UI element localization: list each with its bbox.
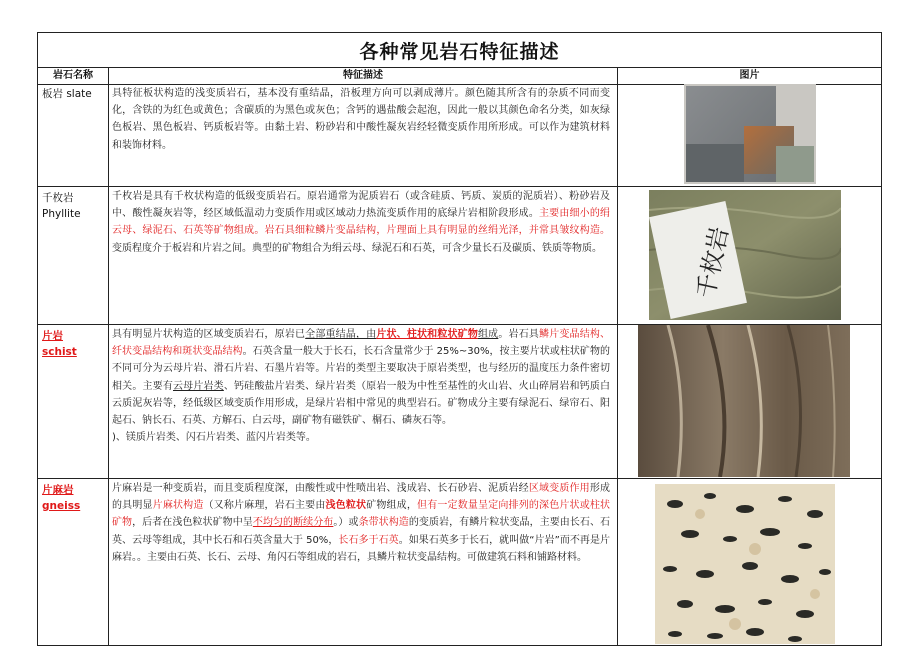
page-title: 各种常见岩石特征描述 [38,33,881,68]
rock-name-slate: 板岩 slate [42,88,92,100]
header-pic: 图片 [739,70,760,81]
phyllite-label-text: 千枚岩 [691,224,734,301]
column-divider [617,67,618,645]
rock-desc-schist: 具有明显片状构造的区域变质岩石，原岩已全部重结晶，由片状、柱状和粒状矿物组成。岩石具鳞片变晶结构、纤状变晶结构和斑状变晶结构。石英含量一般大于长石，长石含量常少于 25%~30%，按主要片状或柱状矿物的不同可分为云母片岩、滑石片岩、石墨片岩等。片岩的类型主要取决于原岩类型，也与经历的温度压力条件密切相关。主要有云母片岩类、钙硅酸盐片岩类、绿片岩类（原岩一般为中性至基性的火山岩、火山碎屑岩和钙质白云质泥灰岩等，经低级区域变质作用形成，是绿片岩相中常见的典型岩石。矿物成分主要有绿泥石、绿帘石、阳起石、钠长石、石英、方解石、白云母，副矿物有磁铁矿、榍石、磷灰石等。 )、镁质片岩类、闪石片岩类、蓝闪片岩类等。 [112,329,611,444]
column-divider [108,67,109,645]
rock-name-phyllite: 千枚岩 Phyllite [42,192,81,220]
header-name: 岩石名称 [53,70,93,81]
phyllite-photo [649,190,841,320]
row-divider [38,478,881,479]
rock-desc-gneiss: 片麻岩是一种变质岩，而且变质程度深，由酸性或中性喷出岩、浅成岩、长石砂岩、泥质岩经区域变质作用形成的具明显片麻状构造（又称片麻理，岩石主要由浅色粒状矿物组成，但有一定数量呈定向排列的深色片状或柱状矿物，后者在浅色粒状矿物中呈不均匀的断续分布。）或条带状构造的变质岩，有鳞片粒状变晶，主要由长石、石英、云母等组成，其中长石和石英含量大于 50%，长石多于石英。如果石英多于长石，就叫做“片岩”而不再是片麻岩。。主要由石英、长石、云母、角闪石等组成的岩石，具鳞片粒状变晶结构。可做建筑石料和铺路材料。 [112,483,611,563]
schist-photo [638,325,850,477]
row-divider [38,186,881,187]
rock-desc-slate: 具特征板状构造的浅变质岩石，基本没有重结晶，沿板理方向可以剥成薄片。颜色随其所含有的杂质不同而变化，含铁的为红色或黄色；含碳质的为黑色或灰色；含钙的遇盐酸会起泡，因此一般以其颜色命名分类，如灰绿色板岩、黑色板岩、钙质板岩等。由黏土岩、粉砂岩和中酸性凝灰岩经轻微变质作用所形成。可以作为建筑材料和装饰材料。 [112,88,610,151]
rock-table [37,32,882,646]
gneiss-photo [655,484,835,644]
rock-name-gneiss: 片麻岩 gneiss [42,484,81,512]
table-header [38,67,881,85]
header-desc: 特征描述 [343,70,383,81]
rock-desc-phyllite: 千枚岩是具有千枚状构造的低级变质岩石。原岩通常为泥质岩石（或含硅质、钙质、炭质的泥质岩）、粉砂岩及中、酸性凝灰岩等，经区域低温动力变质作用或区域动力热流变质作用的底绿片岩相阶段形成。主要由细小的绢云母、绿泥石、石英等矿物组成。岩石具细粒鳞片变晶结构，片理面上具有明显的丝绢光泽，并常具皱纹构造。变质程度介于板岩和片岩之间。典型的矿物组合为绢云母、绿泥石和石英，可含少量长石及碳质、铁质等物质。 [112,191,611,254]
rock-name-schist: 片岩 schist [42,330,77,358]
slate-photo [684,84,816,184]
